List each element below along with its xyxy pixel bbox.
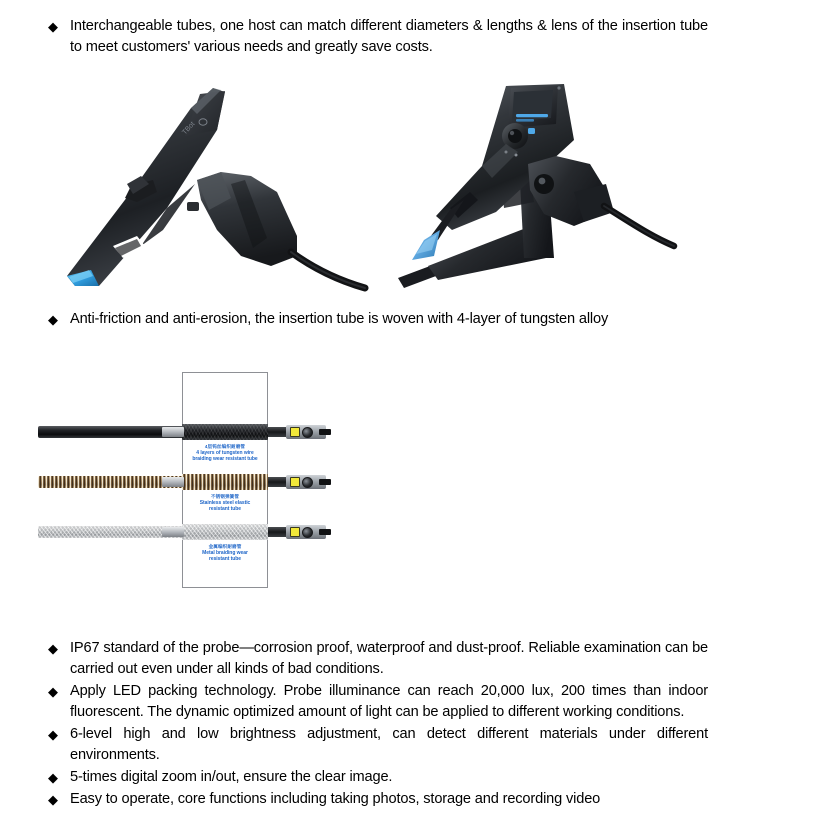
- tube-label-en-2: braiding wear resistant tube: [192, 456, 258, 463]
- tube-comparison-diagram: [30, 362, 330, 602]
- tube-row: [30, 473, 330, 491]
- list-item: [48, 767, 708, 788]
- stand-illustration: [378, 80, 678, 295]
- led-icon: [290, 427, 300, 437]
- feature-list-top: [48, 16, 708, 59]
- tube-label-en-2: resistant tube: [208, 506, 242, 513]
- diamond-bullet-icon: ◆: [48, 684, 58, 699]
- list-item: [48, 638, 708, 680]
- tube-label-en-1: 4 layers of tungsten wire: [196, 450, 254, 456]
- led-icon: [290, 527, 300, 537]
- diamond-bullet-icon: ◆: [48, 312, 58, 327]
- list-item: [48, 309, 708, 330]
- tube-label-tungsten: [182, 444, 268, 462]
- tube-connector: [187, 172, 365, 288]
- tube-row: [30, 523, 330, 541]
- tube-row: [30, 423, 330, 441]
- tube-label-cn: 不锈钢弹簧管: [210, 494, 240, 499]
- feature-list-bottom: [48, 638, 708, 811]
- list-item-text: IP67 standard of the probe—corrosion proof, waterproof and dust-proof. Reliable examination can be carried out even under all kinds of bad conditions.: [70, 640, 708, 677]
- list-item-text: 5-times digital zoom in/out, ensure the clear image.: [70, 769, 393, 785]
- svg-text:TBot: TBot: [181, 120, 197, 137]
- list-item-text: Apply LED packing technology. Probe illuminance can reach 20,000 lux, 200 times than indoor fluorescent. The dynamic optimized amount of light can be applied to different working conditions.: [70, 683, 708, 720]
- diamond-bullet-icon: ◆: [48, 770, 58, 785]
- camera-lens-icon: [302, 427, 313, 438]
- tip-cable: [319, 429, 331, 435]
- tube-label-cn: 4层钨丝编织耐磨管: [204, 444, 246, 449]
- list-item-text: 6-level high and low brightness adjustment, can detect different materials under different environments.: [70, 726, 708, 763]
- tube-collar: [162, 427, 184, 437]
- tip-cable: [319, 529, 331, 535]
- tube-label-cn: 金属编织耐磨管: [208, 544, 242, 549]
- list-item-text: Interchangeable tubes, one host can match different diameters & lengths & lens of the insertion tube to meet customers' various needs and greatly save costs.: [70, 18, 708, 55]
- product-photo-strip: [0, 80, 819, 295]
- tube-label-en-1: Stainless steel elastic: [199, 500, 251, 506]
- tip-cable: [319, 479, 331, 485]
- diamond-bullet-icon: ◆: [48, 641, 58, 656]
- tube-label-metal: [182, 544, 268, 562]
- tube-label-stainless: [182, 494, 268, 512]
- tube-collar: [162, 527, 184, 537]
- list-item-text: Anti-friction and anti-erosion, the insertion tube is woven with 4-layer of tungsten alloy: [70, 311, 609, 327]
- list-item: [48, 789, 708, 810]
- product-photo-handle: [45, 80, 375, 295]
- probe-shaft: [412, 200, 464, 260]
- camera-lens-icon: [302, 527, 313, 538]
- handle-illustration: [45, 80, 375, 295]
- diamond-bullet-icon: ◆: [48, 19, 58, 34]
- tube-label-en-1: Metal braiding wear: [202, 550, 248, 556]
- product-photo-stand: [378, 80, 678, 295]
- tube-magnified-section-tungsten: [182, 424, 268, 440]
- list-item: [48, 681, 708, 723]
- list-item-text: Easy to operate, core functions including taking photos, storage and recording video: [70, 791, 601, 807]
- camera-lens-icon: [302, 477, 313, 488]
- list-item: [48, 724, 708, 766]
- feature-list-middle: [48, 309, 708, 331]
- diamond-bullet-icon: ◆: [48, 792, 58, 807]
- list-item: [48, 16, 708, 58]
- tube-magnified-section-stainless: [182, 474, 268, 490]
- led-icon: [290, 477, 300, 487]
- diamond-bullet-icon: ◆: [48, 727, 58, 742]
- tube-label-en-2: resistant tube: [208, 556, 242, 563]
- tube-collar: [162, 477, 184, 487]
- tube-magnified-section-metal: [182, 524, 268, 540]
